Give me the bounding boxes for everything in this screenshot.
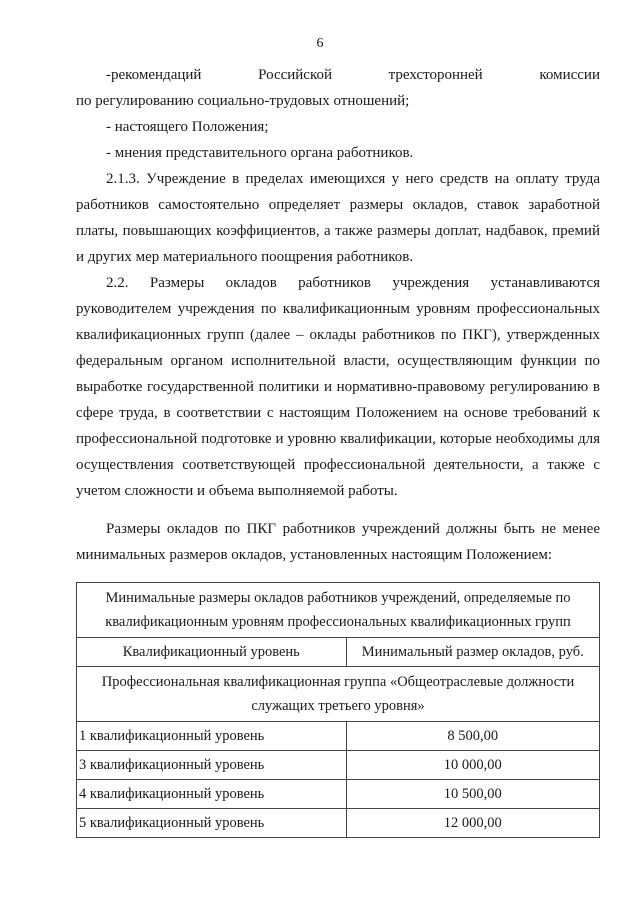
column-header-salary: Минимальный размер окладов, руб. [346, 638, 599, 667]
table-row [77, 809, 600, 838]
column-header-level: Квалификационный уровень [77, 638, 347, 667]
paragraph-workers-opinion: - мнения представительного органа работников. [106, 145, 414, 161]
paragraph-recommendations: -рекомендаций Российской трехсторонней комиссии [106, 67, 600, 83]
table-title: Минимальные размеры окладов работников учреждений, определяемые по квалификационным уровням профессиональных квалификационных групп [77, 583, 600, 638]
salary-cell: 10 500,00 [346, 780, 599, 809]
salary-cell: 12 000,00 [346, 809, 599, 838]
level-cell: 3 квалификационный уровень [77, 751, 347, 780]
group-header: Профессиональная квалификационная группа «Общеотраслевые должности служащих третьего уровня» [77, 667, 600, 722]
salary-table [76, 582, 600, 838]
paragraph-2-1-3: 2.1.3. Учреждение в пределах имеющихся у него средств на оплату труда работников самостоятельно определяет размеры окладов, ставок заработной платы, повышающих коэффициентов, а также размеры доплат, надбавок, премий и других мер материального поощрения работников. [76, 171, 600, 265]
salary-cell: 8 500,00 [346, 722, 599, 751]
paragraph-recommendations-cont: по регулированию социально-трудовых отношений; [76, 93, 410, 109]
paragraph-min-salaries: Размеры окладов по ПКГ работников учреждений должны быть не менее минимальных размеров окладов, установленных настоящим Положением: [76, 521, 600, 563]
paragraph-regulation: - настоящего Положения; [106, 119, 269, 135]
level-cell: 4 квалификационный уровень [77, 780, 347, 809]
document-body [76, 62, 600, 568]
table-row [77, 751, 600, 780]
table-row [77, 780, 600, 809]
level-cell: 1 квалификационный уровень [77, 722, 347, 751]
level-cell: 5 квалификационный уровень [77, 809, 347, 838]
page-number: 6 [316, 36, 324, 51]
paragraph-2-2: 2.2. Размеры окладов работников учреждения устанавливаются руководителем учреждения по квалификационным уровням профессиональных квалификационных групп (далее – оклады работников по ПКГ), утвержденных федеральным органом исполнительной власти, осуществляющим функции по выработке государственной политики и нормативно-правовому регулированию в сфере труда, в соответствии с настоящим Положением на основе требований к профессиональной подготовке и уровню квалификации, которые необходимы для осуществления соответствующей профессиональной деятельности, а также с учетом сложности и объема выполняемой работы. [76, 275, 600, 499]
salary-cell: 10 000,00 [346, 751, 599, 780]
table-row [77, 722, 600, 751]
